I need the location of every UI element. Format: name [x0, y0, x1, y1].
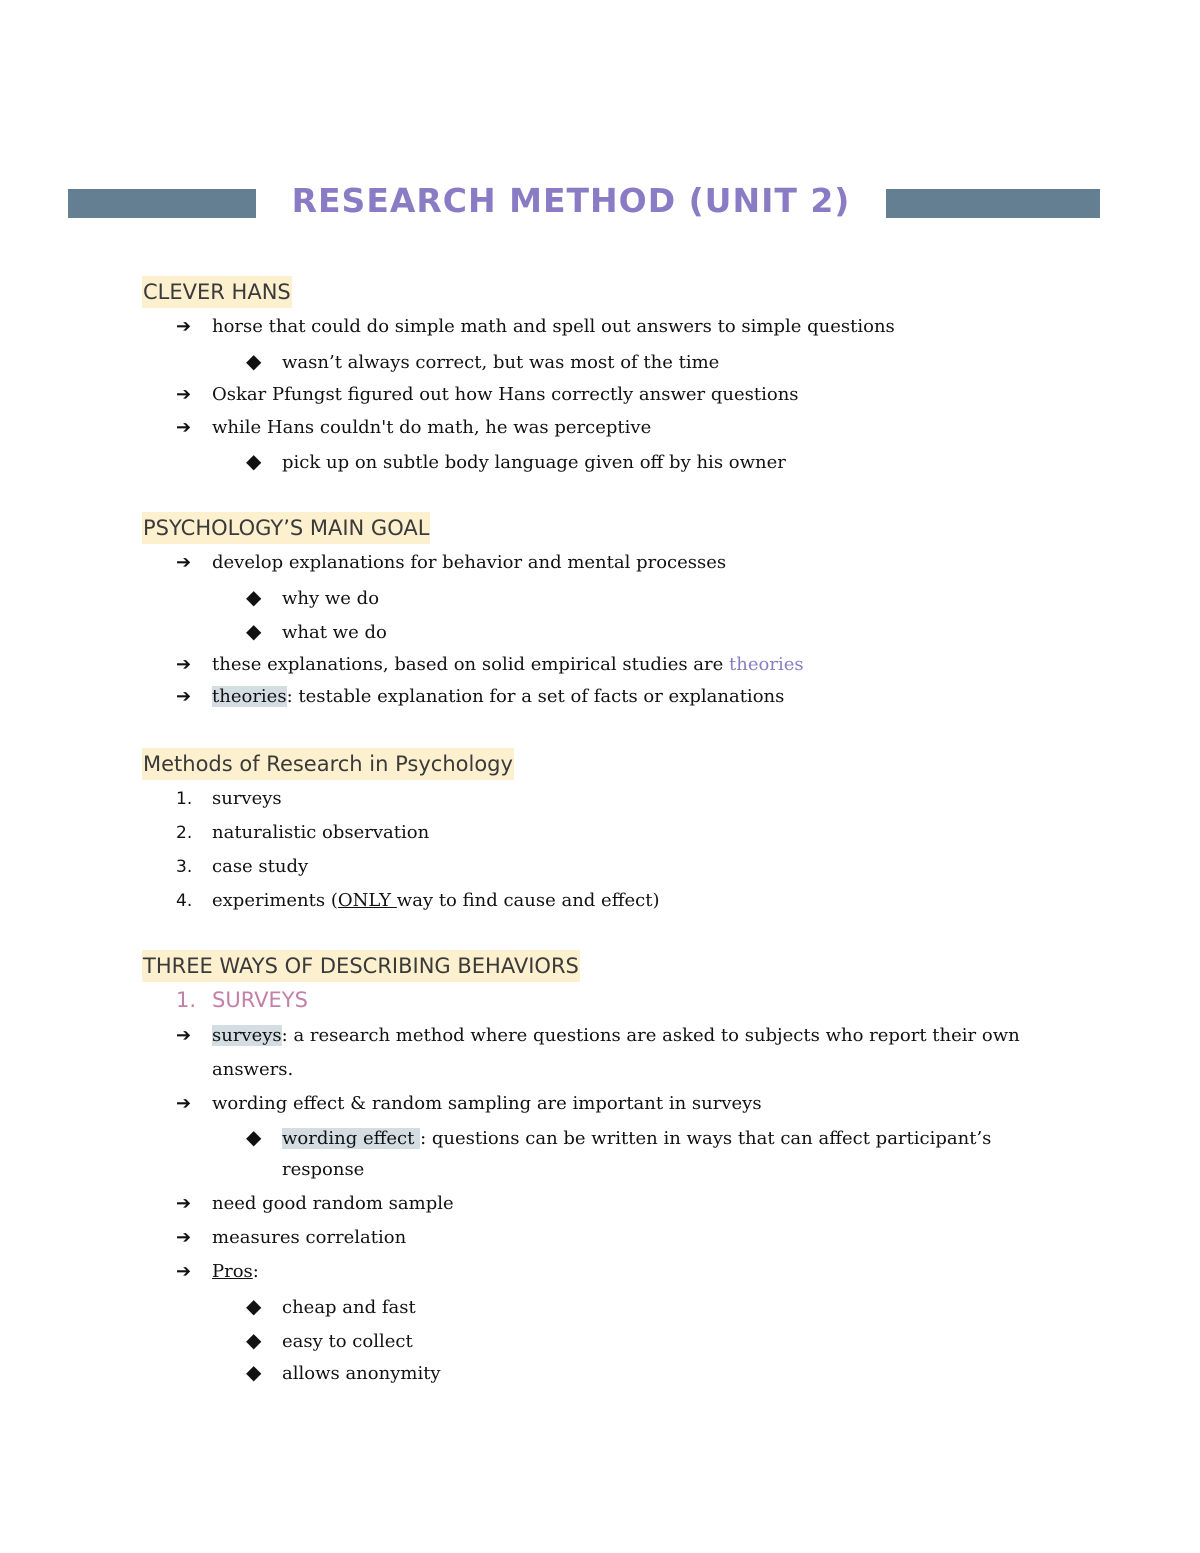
highlighted-term: surveys — [212, 1025, 282, 1046]
heading-main-goal: PSYCHOLOGY’S MAIN GOAL — [142, 512, 430, 544]
diamond-bullet-icon: ◆ — [246, 1294, 262, 1318]
page-title: RESEARCH METHOD (UNIT 2) — [291, 181, 851, 220]
list-item-continuation: response — [282, 1159, 365, 1180]
diamond-bullet-icon: ◆ — [246, 619, 262, 643]
highlighted-term: theories — [212, 686, 287, 707]
term-theories: theories — [729, 654, 804, 675]
heading-clever-hans: CLEVER HANS — [142, 276, 292, 308]
diamond-bullet-icon: ◆ — [246, 1328, 262, 1352]
highlighted-term: wording effect — [282, 1128, 421, 1149]
numbered-item: 4. experiments (ONLY way to find cause and effect) — [176, 890, 660, 911]
numbered-item: 3. case study — [176, 856, 309, 877]
arrow-bullet-icon: ➔ — [176, 1261, 192, 1282]
title-bar-right — [886, 189, 1100, 218]
heading-three-ways: THREE WAYS OF DESCRIBING BEHAVIORS — [142, 950, 580, 982]
list-item: ➔ measures correlation — [176, 1222, 406, 1254]
diamond-bullet-icon: ◆ — [246, 449, 262, 473]
diamond-bullet-icon: ◆ — [246, 585, 262, 609]
list-item: ➔ Pros: — [176, 1256, 259, 1288]
diamond-bullet-icon: ◆ — [246, 1125, 262, 1149]
arrow-bullet-icon: ➔ — [176, 384, 192, 405]
list-item-continuation: answers. — [212, 1059, 294, 1080]
title-bar-left — [68, 189, 256, 218]
arrow-bullet-icon: ➔ — [176, 1093, 192, 1114]
subheading-surveys: 1. SURVEYS — [176, 988, 308, 1012]
diamond-bullet-icon: ◆ — [246, 349, 262, 373]
list-item: ➔ surveys: a research method where questions are asked to subjects who report their own — [176, 1020, 1020, 1052]
list-item: ➔ wording effect & random sampling are important in surveys — [176, 1088, 762, 1120]
list-item: ➔ Oskar Pfungst figured out how Hans correctly answer questions — [176, 379, 799, 411]
list-item: ➔ these explanations, based on solid empirical studies are theories — [176, 649, 804, 681]
arrow-bullet-icon: ➔ — [176, 417, 192, 438]
numbered-item: 1. surveys — [176, 788, 282, 809]
list-item: ◆ pick up on subtle body language given off by his owner — [246, 445, 786, 477]
arrow-bullet-icon: ➔ — [176, 316, 192, 337]
list-item: ➔ develop explanations for behavior and mental processes — [176, 547, 726, 579]
arrow-bullet-icon: ➔ — [176, 1025, 192, 1046]
list-item: ➔ need good random sample — [176, 1188, 454, 1220]
arrow-bullet-icon: ➔ — [176, 552, 192, 573]
list-item: ➔ theories: testable explanation for a set of facts or explanations — [176, 681, 784, 713]
arrow-bullet-icon: ➔ — [176, 686, 192, 707]
arrow-bullet-icon: ➔ — [176, 654, 192, 675]
numbered-item: 2. naturalistic observation — [176, 822, 430, 843]
list-item: ◆ what we do — [246, 615, 387, 647]
list-item: ◆ why we do — [246, 581, 379, 613]
list-item: ➔ horse that could do simple math and spell out answers to simple questions — [176, 311, 895, 343]
arrow-bullet-icon: ➔ — [176, 1193, 192, 1214]
list-item: ➔ while Hans couldn't do math, he was perceptive — [176, 412, 651, 444]
list-item: ◆ wasn’t always correct, but was most of the time — [246, 345, 719, 377]
heading-methods: Methods of Research in Psychology — [142, 748, 514, 780]
list-item: ◆ allows anonymity — [246, 1356, 441, 1388]
list-item: ◆ wording effect : questions can be written in ways that can affect participant’s — [246, 1121, 991, 1153]
diamond-bullet-icon: ◆ — [246, 1360, 262, 1384]
arrow-bullet-icon: ➔ — [176, 1227, 192, 1248]
list-item: ◆ easy to collect — [246, 1324, 413, 1356]
list-item: ◆ cheap and fast — [246, 1290, 416, 1322]
